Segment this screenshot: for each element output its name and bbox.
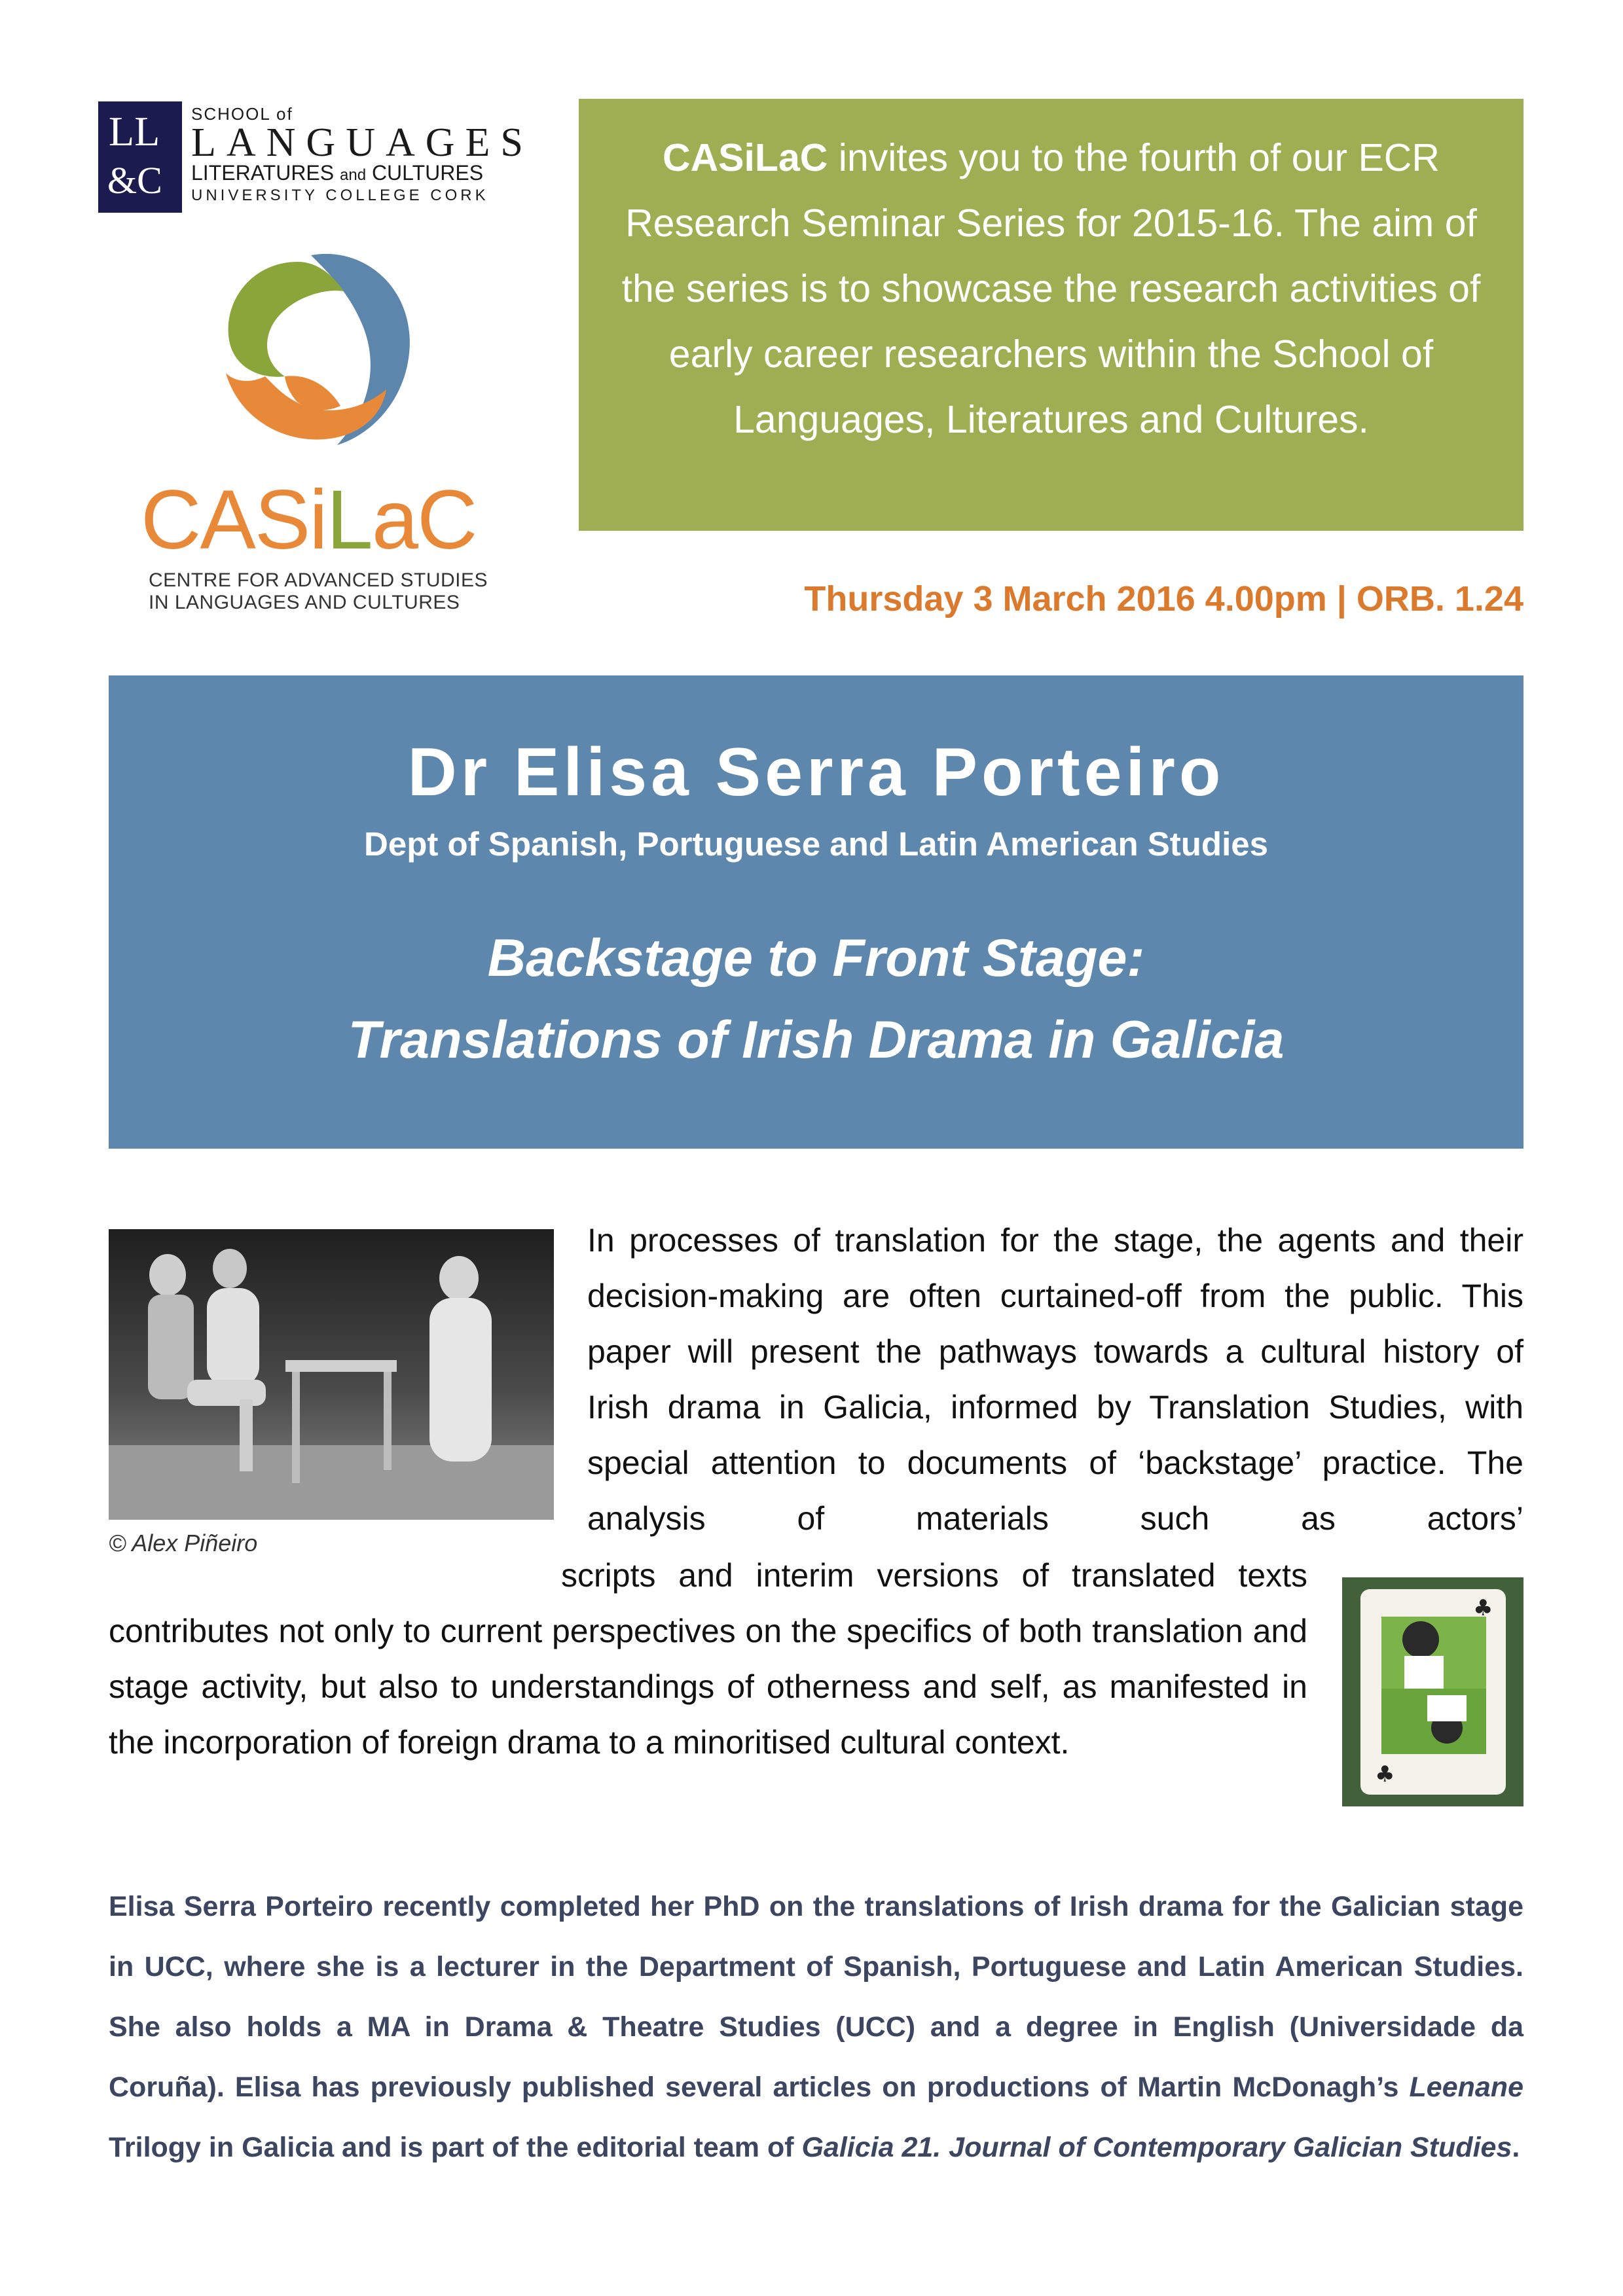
school-logo-line4: UNIVERSITY COLLEGE CORK xyxy=(191,187,489,204)
playing-card-image xyxy=(1342,1577,1523,1806)
svg-text:♣: ♣ xyxy=(1375,1761,1395,1787)
speaker-department: Dept of Spanish, Portuguese and Latin American Studies xyxy=(364,825,1268,863)
speaker-name: Dr Elisa Serra Porteiro xyxy=(407,734,1225,810)
event-datetime-location: Thursday 3 March 2016 4.00pm | ORB. 1.24 xyxy=(804,579,1523,619)
school-logo-line2: LANGUAGES xyxy=(191,120,534,165)
stage-photo-image xyxy=(109,1229,554,1520)
intro-box xyxy=(579,99,1523,531)
speaker-box xyxy=(109,675,1523,1149)
photo-credit: © Alex Piñeiro xyxy=(109,1530,258,1556)
casilac-wordmark: CASiLaC xyxy=(141,473,477,567)
school-logo-line3: LITERATURES and CULTURES xyxy=(191,161,484,185)
casilac-subtitle: CENTRE FOR ADVANCED STUDIES IN LANGUAGES AND CULTURES xyxy=(149,569,488,613)
talk-title: Backstage to Front Stage: Translations of Irish Drama in Galicia xyxy=(348,929,1285,1069)
speaker-bio: Elisa Serra Porteiro recently completed her PhD on the translations of Irish drama for the Galician stage in UCC, where she is a lecturer in the Department of Spanish, Portuguese and Latin American Studies. She also holds a MA in Drama & Theatre Studies (UCC) and a degree in English (Universidade da Coruña). Elisa has previously published several articles on productions of Martin McDonagh’s Leenane Trilogy in Galicia and is part of the editorial team of Galicia 21. Journal of Contemporary Galician Studies. xyxy=(109,1891,1523,2163)
school-logo xyxy=(98,101,534,213)
casilac-logo xyxy=(141,249,488,615)
school-monogram: LL &C xyxy=(98,101,182,213)
stage-photo xyxy=(109,1229,554,1520)
intro-text: CASiLaC invites you to the fourth of our ECR Research Seminar Series for 2015-16. The aim of the series is to showcase the research activities of early career researchers within the School of Languages, Literatures and Cultures. xyxy=(621,136,1481,441)
abstract-paragraph-part1: In processes of translation for the stage, the agents and their decision-making are often curtained-off from the public. This paper will present the pathways towards a cultural history of Irish drama in Galicia, informed by Translation Studies, with special attention to documents of ‘backstage’ practice. The analysis of materials such as actors’ xyxy=(587,1222,1523,1537)
abstract-paragraph-part3: contributes not only to current perspectives on the specifics of both translation and stage activity, but also to understandings of otherness and self, as manifested in the incorporation of foreign drama to a minoritised cultural context. xyxy=(109,1613,1307,1761)
svg-text:♣: ♣ xyxy=(1473,1595,1493,1621)
school-logo-line1: SCHOOL of xyxy=(191,104,293,124)
playing-card-icon xyxy=(1342,1577,1523,1806)
abstract-paragraph-part2: scripts and interim versions of translated texts xyxy=(561,1557,1307,1594)
casilac-swirl-icon xyxy=(200,249,422,458)
